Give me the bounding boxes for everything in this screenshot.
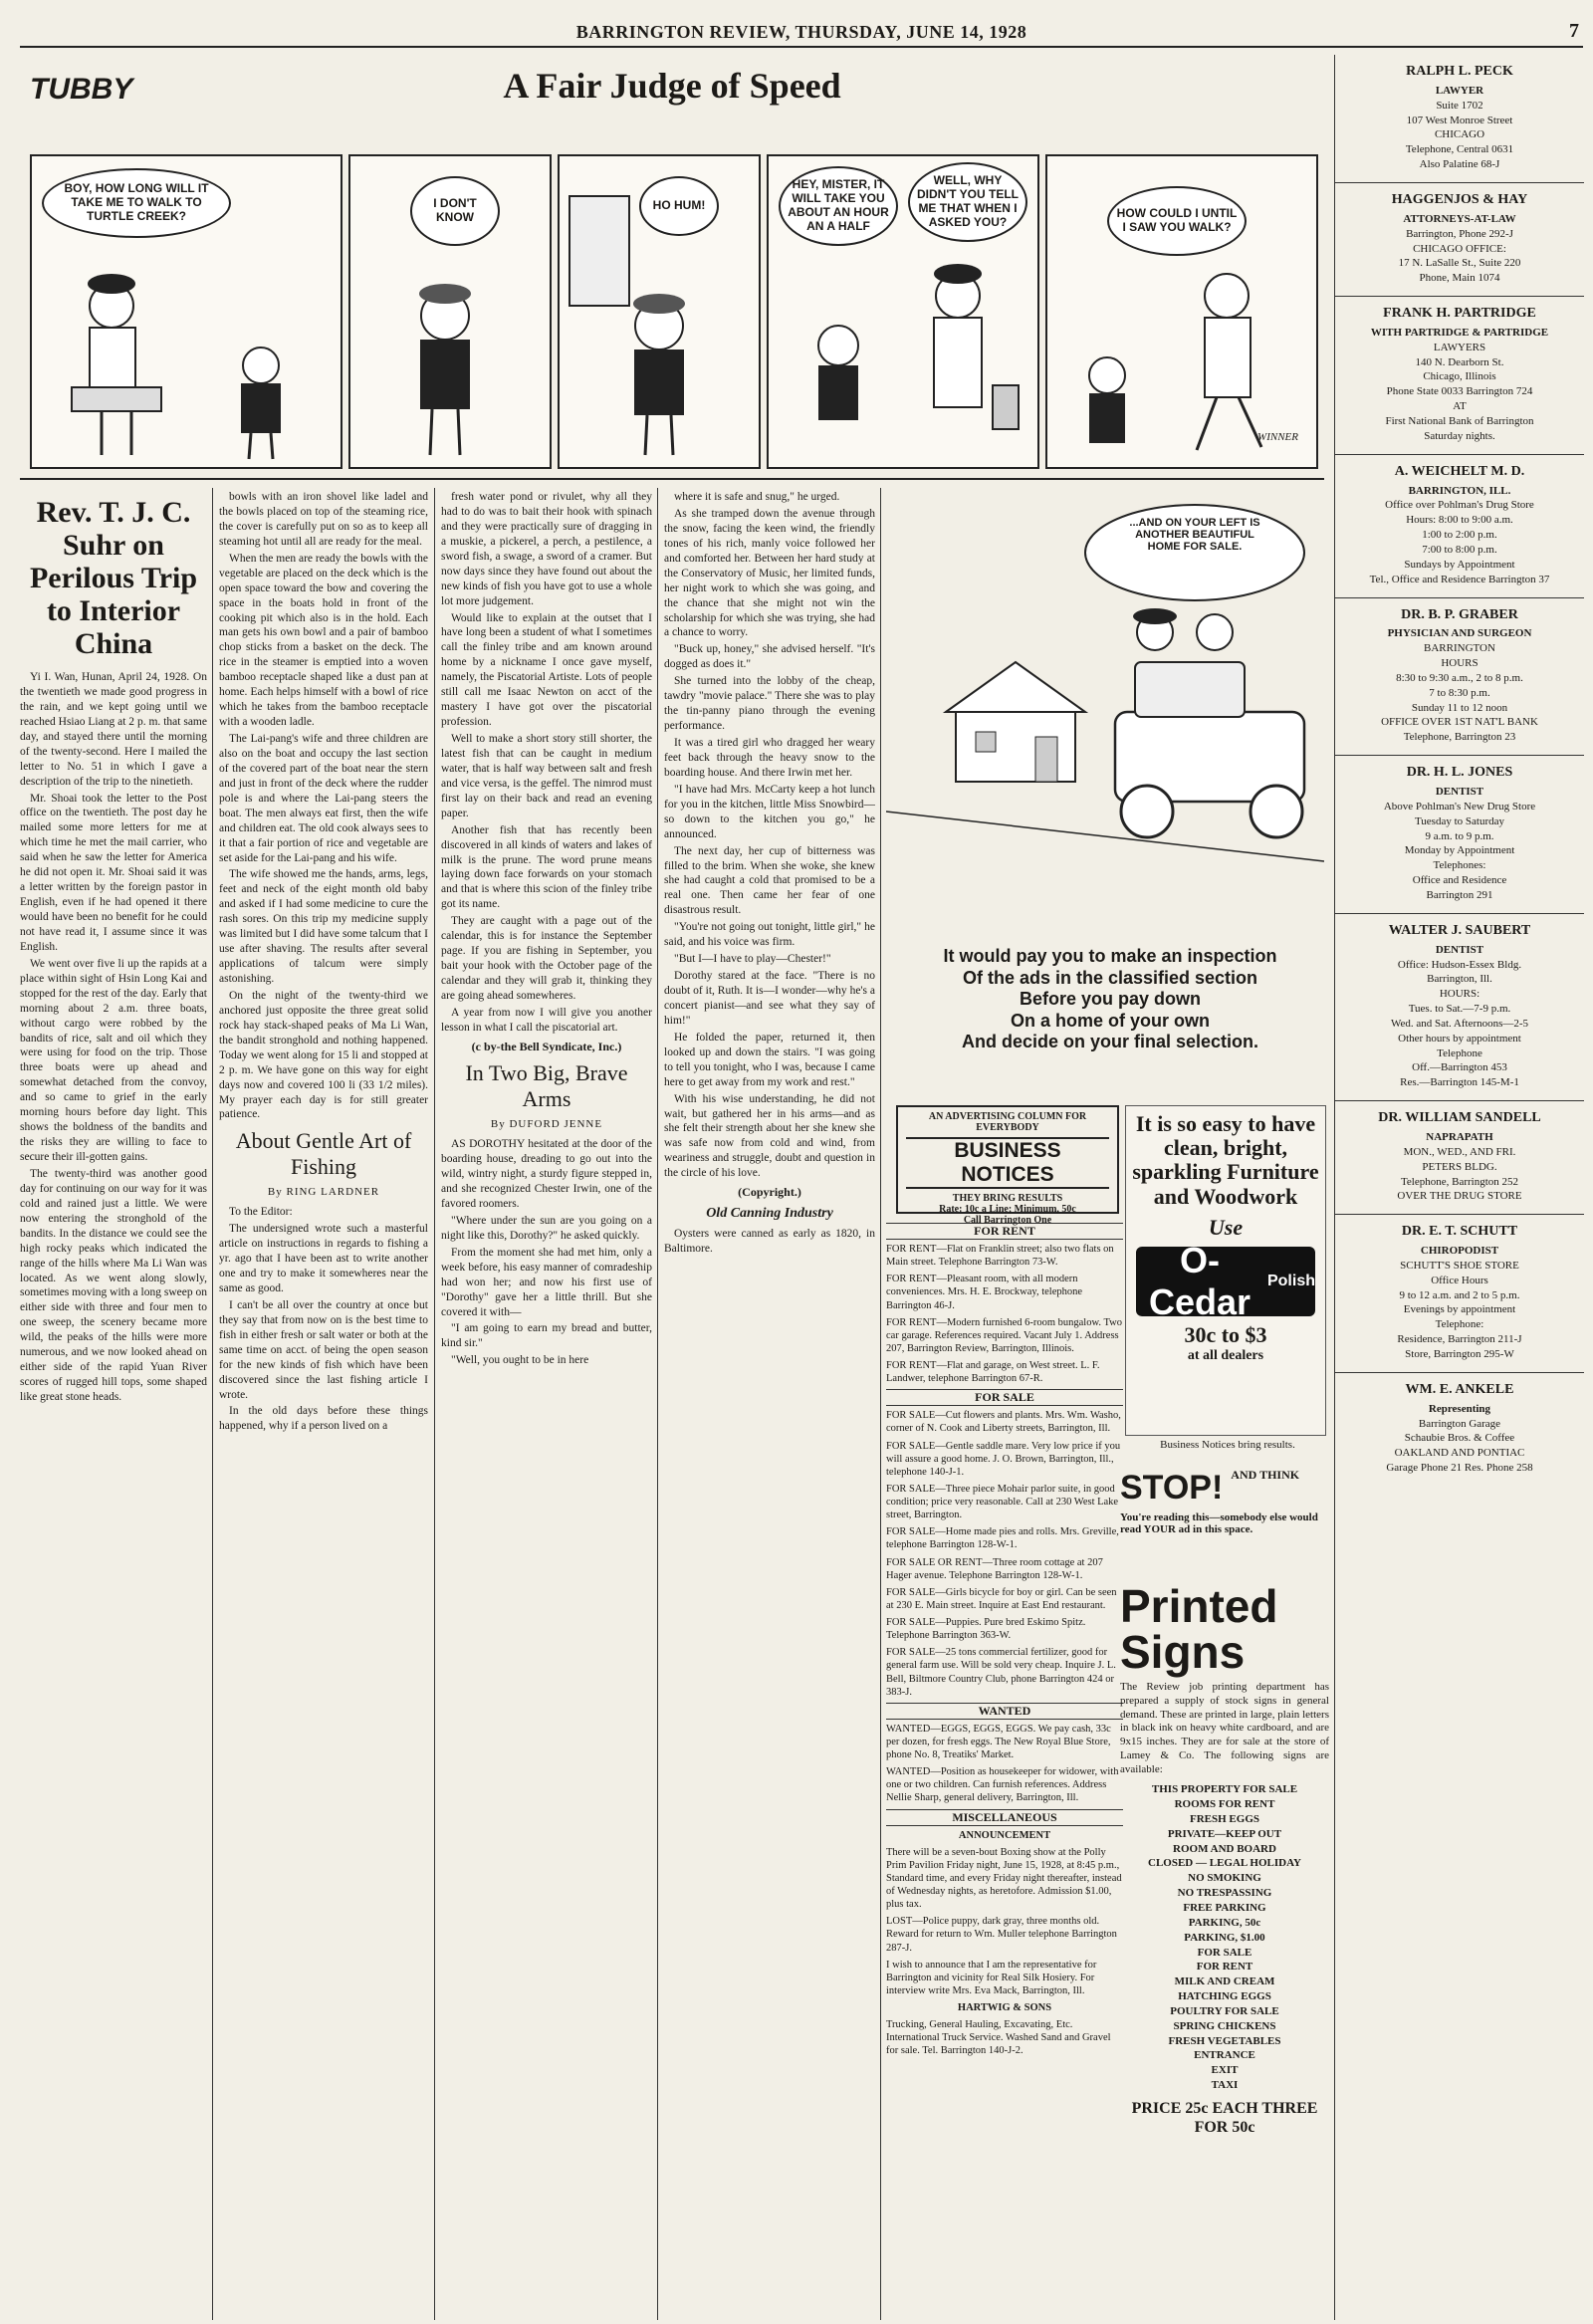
directory-line: Office over Pohlman's Drug Store (1385, 499, 1534, 512)
caption-line: And decide on your final selection. (961, 1032, 1259, 1052)
comic-headline: A Fair Judge of Speed (503, 66, 841, 106)
directory-line: Above Pohlman's New Drug Store (1383, 800, 1536, 813)
classified-item: Trucking, General Hauling, Excavating, Etc. International Truck Service. Washed Sand and Gravel for sale. Tel. Barrington 140-J-2. (886, 2019, 1111, 2057)
article-suhr-continued (219, 490, 428, 2317)
story-byline: By DUFORD JENNE (490, 1117, 603, 1130)
classified-item: I wish to announce that I am the representative for Barrington and vicinity for Real Silk Hosiery. For interview write Mrs. Eva Mack, Barrington, Ill. (886, 1959, 1097, 1996)
directory-card (1335, 55, 1584, 183)
directory-line: Barrington, Ill. (1427, 973, 1492, 986)
article-paragraph: Well to make a short story still shorter, the latest fish that can be caught in medium water, that is half way between salt and fresh and vice versa, is the geffel. The nimrod must first lay on their back and read an evening paper. (441, 733, 652, 819)
directory-name: HAGGENJOS & HAY (1391, 191, 1528, 207)
ocedar-use: Use (1208, 1214, 1244, 1240)
copyright-credit: (Copyright.) (738, 1185, 801, 1200)
sign-item: FRESH VEGETABLES (1168, 2034, 1281, 2047)
directory-line: OFFICE OVER 1ST NAT'L BANK (1381, 716, 1538, 729)
article-paragraph: As she tramped down the avenue through the snow, facing the keen wind, the friendly tones of his rich, manly voice followed her and comforted her. Between her hard study at the Conservatory of Music, her limited funds, her night work to which she was going, and the chance that she might not win the scholarship for which she was trying, she had a chance to worry. (664, 507, 875, 639)
directory-line: Residence, Barrington 211-J (1397, 1333, 1522, 1346)
directory-line: Res.—Barrington 145-M-1 (1400, 1076, 1519, 1089)
wanted-heading: WANTED (886, 1703, 1123, 1720)
directory-title: PHYSICIAN AND SURGEON (1387, 627, 1532, 640)
sign-item: FRESH EGGS (1190, 1812, 1259, 1825)
directory-title: Representing (1428, 1402, 1491, 1415)
classified-item: FOR SALE—Home made pies and rolls. Mrs. Greville, telephone Barrington 128-W-1. (886, 1526, 1119, 1551)
fishing-headline: About Gentle Art of Fishing (235, 1128, 412, 1179)
article-paragraph: "But I—I have to play—Chester!" (674, 953, 831, 966)
classified-item: FOR SALE—Cut flowers and plants. Mrs. Wm. Washo, corner of N. Cook and Liberty streets, Barrington, Ill. (886, 1410, 1121, 1435)
for-sale-heading: FOR SALE (886, 1389, 1123, 1406)
directory-name: RALPH L. PECK (1406, 64, 1513, 79)
article-paragraph: Yi I. Wan, Hunan, April 24, 1928. On the twentieth we made good progress in the rain, and we kept going until we reached Hsiao Liang at 2 p. m. that same day, and stayed there until the morning of the twenty-second. Here I mailed the letter to No. 51 in which I gave a description of the trip to the ninetieth. (20, 671, 207, 788)
directory-name: DR. E. T. SCHUTT (1401, 1224, 1518, 1240)
fishing-byline: By RING LARDNER (267, 1185, 380, 1198)
directory-line: Tues. to Sat.—7-9 p.m. (1408, 1003, 1511, 1016)
business-notices-header (896, 1105, 1119, 1226)
classified-item: HARTWIG & SONS (957, 2002, 1052, 2013)
article-paragraph: From the moment she had met him, only a week before, his easy manner of comradeship had won her; and now his first use of "Dorothy" gave her a little thrill. But she covered it with— (441, 1246, 652, 1318)
directory-name: WALTER J. SAUBERT (1388, 922, 1531, 938)
directory-card (1335, 1101, 1584, 1215)
directory-line: Sunday 11 to 12 noon (1411, 701, 1508, 714)
classified-item: WANTED—EGGS, EGGS, EGGS. We pay cash, 33c per dozen, for fresh eggs. The New Royal Blue Store, phone No. 8, Treatiks' Market. (886, 1723, 1111, 1760)
directory-card (1335, 914, 1584, 1101)
directory-line: Office: Hudson-Essex Bldg. (1397, 958, 1522, 971)
directory-line: Telephone, Central 0631 (1405, 143, 1514, 156)
masthead-title: BARRINGTON REVIEW, THURSDAY, JUNE 14, 1928 (575, 22, 1027, 42)
sign-item: FOR SALE (1197, 1946, 1252, 1959)
directory-line: Tel., Office and Residence Barrington 37 (1369, 573, 1550, 585)
directory-line: BARRINGTON (1424, 642, 1495, 655)
directory-line: Office and Residence (1412, 874, 1507, 887)
directory-name: DR. WILLIAM SANDELL (1378, 1110, 1541, 1126)
article-paragraph: The undersigned wrote such a masterful article on instructions in regards to fishing a yr. ago that I have been ast to write another one and try to make it somewheres near the same as good. (219, 1223, 428, 1294)
article-paragraph: "Buck up, honey," she advised herself. "It's dogged as does it." (664, 643, 875, 671)
sign-item: ENTRANCE (1194, 2049, 1255, 2062)
page-number: 7 (1569, 20, 1579, 42)
comic-strip-title: TUBBY (30, 73, 133, 106)
sign-item: ROOM AND BOARD (1173, 1842, 1276, 1855)
directory-line: Monday by Appointment (1404, 844, 1515, 857)
article-paragraph: fresh water pond or rivulet, why all they had to do was to bait their hook with spinach and they were practically sure of dragging in a muskie, a pickerel, a perch, a pestilence, a sword fish, a swage, a sword of a cramer. But now days since they have found out about the new kinds of fish you have got to use a whole lot more judgement. (441, 491, 652, 607)
directory-line: Wed. and Sat. Afternoons—2-5 (1390, 1017, 1529, 1030)
article-paragraph: Would like to explain at the outset that I have long been a student of what I sometimes call the finley tribe and am known around home by a nickname I once gave myself, namely, the Piscatorial Artiste. Lots of people still call me Isaac Newton on acct of the mastery I have got over the piscatorial profession. (441, 611, 652, 729)
directory-line: 9 to 12 a.m. and 2 to 5 p.m. (1399, 1288, 1520, 1301)
article-paragraph: With his wise understanding, he did not wait, but gathered her in his arms—and as she felt their strength about her she knew she was safe now from cold and wind, from weariness and struggle, doubt and question in the circle of his love. (664, 1092, 875, 1180)
directory-line: Off.—Barrington 453 (1412, 1061, 1507, 1074)
classified-item: FOR RENT—Flat on Franklin street; also two flats on Main street. Telephone Barrington 73-W. (886, 1244, 1114, 1269)
directory-line: HOURS (1441, 657, 1479, 670)
directory-line: AT (1453, 400, 1467, 413)
classified-item: FOR RENT—Flat and garage, on West street. L. F. Landwer, telephone Barrington 67-R. (886, 1360, 1100, 1385)
directory-line: 107 West Monroe Street (1406, 114, 1513, 126)
directory-name: DR. B. P. GRABER (1401, 606, 1518, 622)
syndicate-credit: (c by-the Bell Syndicate, Inc.) (471, 1039, 622, 1053)
ocedar-polish-ad (1125, 1105, 1326, 1436)
article-paragraph: AS DOROTHY hesitated at the door of the boarding house, dreading to go out into the wild, wintry night, a sturdy figure stepped in, and she recognized Chester Irwin, one of the favored roomers. (441, 1138, 652, 1210)
column-rule (880, 488, 881, 2320)
sign-item: POULTRY FOR SALE (1170, 2004, 1279, 2017)
directory-card (1335, 455, 1584, 598)
professional-directory (1334, 55, 1584, 2320)
sign-item: FOR RENT (1196, 1961, 1253, 1974)
article-paragraph: They are caught with a page out of the calendar, this is for instance the September page. If you are fishing in September, you bait your hook with the October page of the calendar and they will grab it, thinking they are going ahead somewheres. (441, 915, 652, 1002)
directory-card (1335, 598, 1584, 757)
article-paragraph: The twenty-third was another good day for continuing on our way for it was cold and rained just a little. We were now entering the stronghold of the bandits. In the distance we could see the high rocky peaks which indicated the range of the hills where Ma Li Wan was located. As we went along slowly, sometimes moving with a long sweep on either side with three and four men to one sweep, the scenery became more wild, the peaks of the hills were more numerous, and we now looked ahead on either side of the rapid Yuan River scores of rugged hill tops, some shaped like great stone heads. (20, 1167, 207, 1403)
misc-heading: MISCELLANEOUS (886, 1809, 1123, 1826)
article-paragraph: "You're not going out tonight, little girl," he said, and his voice was firm. (664, 921, 875, 949)
for-rent-heading: FOR RENT (886, 1223, 1123, 1240)
speech-balloon: WELL, WHY DIDN'T YOU TELL ME THAT WHEN I ASKED YOU? (908, 162, 1027, 242)
directory-line: Sundays by Appointment (1404, 558, 1515, 571)
tubby-man-walking-away-illustration (1047, 156, 1312, 463)
directory-card (1335, 1373, 1584, 1486)
ocedar-logo (1136, 1239, 1315, 1322)
classified-item: ANNOUNCEMENT (958, 1829, 1051, 1841)
directory-line: OAKLAND AND PONTIAC (1394, 1447, 1525, 1460)
article-paragraph: bowls with an iron shovel like ladel and the bowls placed on top of the steaming rice, the cover is carefully put on so as to keep all steaming hot until all are ready for the meal. (219, 491, 428, 548)
comic-panel-4 (767, 154, 1039, 469)
caption-line: Of the ads in the classified section (962, 967, 1258, 988)
real-estate-caption (916, 946, 1304, 1053)
bn-call: Call Barrington One (963, 1215, 1052, 1226)
speech-balloon: HOW COULD I UNTIL I SAW YOU WALK? (1107, 186, 1247, 256)
classified-item: FOR SALE—Three piece Mohair parlor suite, in good condition; price very reasonable. Call at 230 West Lake street, Barrington. (886, 1483, 1119, 1521)
article-paragraph: In the old days before these things happened, why if a person lived on a (219, 1405, 428, 1433)
directory-line: 7:00 to 8:00 p.m. (1422, 543, 1497, 556)
tubby-boy-illustration (350, 156, 546, 463)
directory-name: DR. H. L. JONES (1406, 765, 1513, 781)
bn-top: AN ADVERTISING COLUMN FOR EVERYBODY (928, 1111, 1087, 1133)
sign-item: THIS PROPERTY FOR SALE (1151, 1783, 1298, 1796)
business-notices-results: Business Notices bring results. (1160, 1439, 1295, 1451)
directory-line: CHICAGO (1434, 128, 1485, 141)
classified-item: WANTED—Position as housekeeper for widower, with one or two children. Can furnish references. Address Nellie Sharp, general delivery, Barrington, Ill. (886, 1766, 1119, 1804)
comic-panel-5 (1045, 154, 1318, 469)
sign-item: CLOSED — LEGAL HOLIDAY (1148, 1857, 1301, 1870)
directory-title: WITH PARTRIDGE & PARTRIDGE (1370, 326, 1549, 339)
directory-title: DENTIST (1435, 943, 1484, 956)
stop-word: STOP! (1120, 1469, 1224, 1507)
directory-line: Evenings by appointment (1403, 1303, 1516, 1316)
article-fishing-continued (441, 490, 652, 2317)
comic-panel-3 (558, 154, 761, 469)
directory-card (1335, 756, 1584, 914)
classified-item: FOR SALE—Gentle saddle mare. Very low price if you will assure a good home. J. O. Brown, Barrington, Ill., telephone 140-J-1. (886, 1440, 1121, 1478)
directory-line: Also Palatine 68-J (1419, 158, 1500, 171)
and-think: AND THINK (1231, 1468, 1300, 1482)
directory-line: 1:00 to 2:00 p.m. (1422, 529, 1497, 542)
directory-line: LAWYERS (1433, 341, 1486, 353)
article-paragraph: "Well, you ought to be in here (451, 1354, 589, 1367)
article-paragraph: The next day, her cup of bitterness was filled to the brim. When she woke, she knew she had caught a cold that promised to be a real one. Then came her fear of one disastrous result. (664, 844, 875, 917)
directory-line: CHICAGO OFFICE: (1413, 242, 1506, 255)
directory-line: Chicago, Illinois (1423, 370, 1496, 383)
classified-item: FOR RENT—Pleasant room, with all modern conveniences. Mrs. H. E. Brockway, telephone Barrington 46-J. (886, 1274, 1083, 1311)
article-paragraph: Dorothy stared at the face. "There is no doubt of it, Ruth. It is—I wonder—why he's a concert pianist—and see what they say of him!" (664, 970, 875, 1027)
article-paragraph: The Lai-pang's wife and three children are also on the boat and occupy the last section of the covered part of the boat near the stern and just in front of the deck where the rudder pole is and where the Lai-pang steers the boat. The men always eat first, then the wife and children eat. The old cook always sees to it that a fair portion of rice and vegetable are set aside for the Lai-pang and his wife. (219, 733, 428, 864)
speech-balloon: I DON'T KNOW (410, 176, 500, 246)
article-headline: Rev. T. J. C. Suhr on Perilous Trip to Interior China (29, 496, 198, 660)
article-paragraph: He folded the paper, returned it, then looked up and down the stairs. "I was going to tell you tonight, who I was, because I came here to get away from my work and rest." (664, 1031, 875, 1088)
article-paragraph: When the men are ready the bowls with the vegetable are placed on the deck which is the open space toward the bow and covering the space in the boats hold in front of the cooking pit which also is in the hold. Each man gets his own bowl and a pair of bamboo chop sticks from a basket on the deck. The rice in the steamer is emptied into a woven bamboo receptacle shaped like a dust pan at home. Each helps himself with a bowl of rice which he takes from the bamboo receptacle with a wooden ladle. (219, 552, 428, 729)
tubby-man-sitting-illustration (32, 156, 337, 463)
bn-sub: THEY BRING RESULTS (952, 1193, 1063, 1204)
directory-line: 9 a.m. to 9 p.m. (1425, 829, 1494, 842)
comic-panel-1 (30, 154, 342, 469)
sign-item: PARKING, 50c (1188, 1916, 1261, 1929)
directory-line: Other hours by appointment (1398, 1032, 1521, 1045)
directory-name: FRANK H. PARTRIDGE (1383, 306, 1536, 322)
sign-item: ROOMS FOR RENT (1174, 1798, 1275, 1811)
directory-line: HOURS: (1439, 988, 1480, 1001)
article-paragraph: "Where under the sun are you going on a night like this, Dorothy?" he asked quickly. (441, 1214, 652, 1242)
classified-item: There will be a seven-bout Boxing show at the Polly Prim Pavilion Friday night, June 15, 1928, at 8:45 p.m., Standard time, and every Friday night thereafter, instead of Wednesday nights, as heretofore. Admission $1.00, plus tax. (886, 1846, 1122, 1911)
directory-line: Phone, Main 1074 (1419, 272, 1500, 285)
directory-line: Telephones: (1433, 859, 1486, 872)
directory-line: Barrington Garage (1418, 1417, 1501, 1430)
directory-title: NAPRAPATH (1426, 1131, 1493, 1143)
stop-text: You're reading this—somebody else would read YOUR ad in this space. (1120, 1511, 1318, 1535)
sign-item: NO SMOKING (1188, 1872, 1261, 1885)
classified-item: FOR SALE OR RENT—Three room cottage at 207 Hager avenue. Telephone Barrington 128-W-1. (886, 1556, 1103, 1581)
directory-title: ATTORNEYS-AT-LAW (1403, 212, 1516, 225)
directory-line: Garage Phone 21 Res. Phone 258 (1386, 1462, 1533, 1475)
article-paragraph: A year from now I will give you another lesson in what I call the piscatorial art. (441, 1006, 652, 1034)
directory-line: Hours: 8:00 to 9:00 a.m. (1406, 514, 1513, 527)
directory-line: Store, Barrington 295-W (1405, 1348, 1514, 1361)
tubby-argument-illustration (769, 156, 1033, 463)
article-paragraph: Another fish that has recently been discovered in all kinds of waters and lakes of milk is the prune. The word prune means laying down face forwards on your stomach and that is where this scion of the finley tribe got its name. (441, 823, 652, 911)
directory-line: SCHUTT'S SHOE STORE (1400, 1259, 1519, 1272)
directory-line: 8:30 to 9:30 a.m., 2 to 8 p.m. (1396, 671, 1523, 684)
caption-line: It would pay you to make an inspection (943, 946, 1277, 966)
article-paragraph: We went over five li up the rapids at a place within sight of Hsin Long Kai and stopped for the rest of the day. Early that morning about 2 a.m. three boats, without cargo were robbed by the bandits of rice, salt and oil which they were using for food on the trip. Those three boats were up ahead and somewhat detached from the convoy, and so came to grief in the early morning hours before day light. This shows the boldness of the bandits and the risks they are willing to face to secure their ill-gotten gains. (20, 957, 207, 1163)
masthead (20, 18, 1583, 48)
sign-item: SPRING CHICKENS (1173, 2019, 1276, 2032)
classified-item: FOR SALE—Girls bicycle for boy or girl. Can be seen at 230 E. Main street. Inquire at East End restaurant. (886, 1586, 1117, 1611)
sign-item: PARKING, $1.00 (1184, 1931, 1265, 1944)
ocedar-dealers: at all dealers (1187, 1347, 1264, 1363)
column-rule (212, 488, 213, 2320)
sign-item: MILK AND CREAM (1174, 1975, 1275, 1988)
article-suhr (20, 490, 207, 2317)
printed-signs-price: PRICE 25c EACH THREE FOR 50c (1131, 2099, 1318, 2137)
article-paragraph: Mr. Shoai took the letter to the Post office on the twentieth. The post day he mailed some more letters for me at which time he met the mail carrier, who said when he saw the letter for America he did not open it. Mr. Shoai said it was a letter written by the foreign pastor in English, even if he had opened it there would have been no benefit for he could not have read it, I assume since it was English. (20, 792, 207, 953)
directory-title: BARRINGTON, ILL. (1408, 484, 1511, 497)
sign-item: NO TRESPASSING (1177, 1887, 1272, 1900)
cartoonist-signature: WINNER (1257, 431, 1298, 443)
directory-line: First National Bank of Barrington (1385, 415, 1534, 428)
directory-line: MON., WED., AND FRI. (1403, 1145, 1516, 1158)
directory-line: Schaubie Bros. & Coffee (1404, 1432, 1515, 1445)
directory-line: Office Hours (1431, 1274, 1488, 1286)
article-two-big-continued (664, 490, 875, 2317)
sign-item: PRIVATE—KEEP OUT (1167, 1827, 1282, 1840)
directory-line: Barrington 291 (1426, 888, 1493, 901)
directory-card (1335, 1215, 1584, 1373)
article-paragraph: On the night of the twenty-third we anchored just opposite the three great solid rock hay stack-shaped peaks of Ma Li Wan, the bandit stronghold and nothing happened. Today we went along for 15 li and stopped at 2 p. m. We have gone on this way for eight days now and covered 100 li (33 1/2 miles). My prayer each day is for still greater patience. (219, 989, 428, 1121)
article-paragraph: The wife showed me the hands, arms, legs, feet and neck of the eight month old baby and asked if I had some medicine to cure the rash sores. On this trip my medicine supply was limited but I did have some talcum that I use after shaving. The results after several applications of talcum were simply astonishing. (219, 868, 428, 985)
directory-line: OVER THE DRUG STORE (1397, 1190, 1522, 1203)
article-paragraph: "I have had Mrs. McCarty keep a hot lunch for you in the kitchen, little Miss Snowbird—so down to the kitchen you go," he announced. (664, 783, 875, 840)
directory-line: Phone State 0033 Barrington 724 (1386, 385, 1533, 398)
directory-line: Telephone: (1435, 1318, 1484, 1331)
directory-card (1335, 297, 1584, 455)
caption-line: On a home of your own (1010, 1010, 1210, 1031)
directory-line: Tuesday to Saturday (1414, 814, 1505, 827)
bn-rate: Rate: 10c a Line; Minimum, 50c (939, 1204, 1076, 1215)
classified-item: FOR SALE—25 tons commercial fertilizer, good for general farm use. Will be sold very cheap. Inquire J. L. Bell, Biltmore Country Club, phone Barrington 424 or 383-J. (886, 1647, 1116, 1698)
directory-line: Telephone, Barrington 23 (1403, 731, 1516, 744)
article-paragraph: It was a tired girl who dragged her weary feet back through the heavy snow to the boarding house. And there Irwin met her. (664, 737, 875, 779)
classified-ads (886, 1220, 1123, 2062)
speech-balloon: HO HUM! (639, 176, 719, 236)
directory-title: CHIROPODIST (1420, 1245, 1499, 1258)
story-headline: In Two Big, Brave Arms (465, 1060, 628, 1111)
sign-item: HATCHING EGGS (1178, 1990, 1271, 2003)
caption-line: Before you pay down (1019, 989, 1202, 1010)
directory-line: 7 to 8:30 p.m. (1429, 686, 1490, 699)
speech-balloon: BOY, HOW LONG WILL IT TAKE ME TO WALK TO TURTLE CREEK? (42, 168, 231, 238)
directory-title: DENTIST (1435, 786, 1484, 799)
sign-item: EXIT (1211, 2064, 1239, 2077)
printed-signs-body: The Review job printing department has prepared a supply of stock signs in general demand. These are printed in large, plain letters in black ink on heavy white cardboard, and are 9x15 inches. They are for sale at the store of Lamey & Co. The following signs are available: (1120, 1681, 1329, 1775)
directory-card (1335, 183, 1584, 297)
classified-item: FOR RENT—Modern furnished 6-room bungalow. Two car garage. References required. Vacant July 1. Address 207, Barrington Review, Barrington, Illinois. (886, 1316, 1122, 1354)
column-rule (657, 488, 658, 2320)
directory-line: Saturday nights. (1424, 429, 1495, 442)
bn-title: BUSINESS NOTICES (906, 1137, 1109, 1189)
ocedar-price: 30c to $3 (1184, 1321, 1267, 1347)
tubby-boy-yawning-illustration (560, 156, 755, 463)
directory-name: WM. E. ANKELE (1405, 1381, 1514, 1397)
directory-line: 140 N. Dearborn St. (1415, 355, 1504, 368)
ad-balloon-text: ...AND ON YOUR LEFT IS ANOTHER BEAUTIFUL HOME FOR SALE. (1129, 517, 1260, 553)
directory-name: A. WEICHELT M. D. (1394, 463, 1525, 479)
article-paragraph: where it is safe and snug," he urged. (674, 491, 840, 503)
directory-line: 17 N. LaSalle St., Suite 220 (1398, 257, 1521, 270)
sign-list (1120, 1782, 1329, 2093)
canning-headline: Old Canning Industry (706, 1205, 833, 1221)
classified-item: LOST—Police puppy, dark gray, three months old. Reward for return to Wm. Muller telephone Barrington 287-J. (886, 1916, 1117, 1954)
directory-line: PETERS BLDG. (1422, 1160, 1497, 1173)
ocedar-headline: It is so easy to have clean, bright, sparkling Furniture and Woodwork (1132, 1111, 1319, 1209)
fishing-salutation: To the Editor: (229, 1206, 293, 1219)
ocedar-polish: Polish (1266, 1272, 1315, 1289)
canning-paragraph: Oysters were canned as early as 1820, in Baltimore. (664, 1227, 875, 1255)
comic-strip (20, 55, 1324, 480)
printed-signs-title: Printed Signs (1120, 1580, 1278, 1678)
directory-line: Suite 1702 (1436, 99, 1483, 112)
ocedar-brand: O-Cedar (1148, 1239, 1252, 1322)
directory-title: LAWYER (1435, 84, 1484, 97)
sign-item: TAXI (1211, 2079, 1239, 2092)
article-paragraph: "I am going to earn my bread and butter, kind sir." (441, 1322, 652, 1350)
directory-line: Barrington, Phone 292-J (1406, 227, 1513, 240)
directory-line: Telephone, Barrington 252 (1400, 1175, 1519, 1188)
column-rule (434, 488, 435, 2320)
article-paragraph: She turned into the lobby of the cheap, tawdry "movie palace." There she was to play the tin-panny piano through the evening performance. (664, 675, 875, 733)
comic-panel-2 (348, 154, 552, 469)
printed-signs-ad (1120, 1580, 1329, 2320)
article-paragraph: I can't be all over the country at once but they say that from now on is the best time to fish in either fresh or salt water or both at the same time on acct. of being the open season for the new kinds of fish which have been discovered since the last fishing article I wrote. (219, 1298, 428, 1401)
stop-and-think-ad (1120, 1469, 1329, 1578)
classified-item: FOR SALE—Puppies. Pure bred Eskimo Spitz. Telephone Barrington 363-W. (886, 1617, 1086, 1642)
speech-balloon: HEY, MISTER, IT WILL TAKE YOU ABOUT AN HOUR AN A HALF (779, 166, 898, 246)
sign-item: FREE PARKING (1183, 1902, 1266, 1914)
directory-line: Telephone (1437, 1046, 1482, 1059)
